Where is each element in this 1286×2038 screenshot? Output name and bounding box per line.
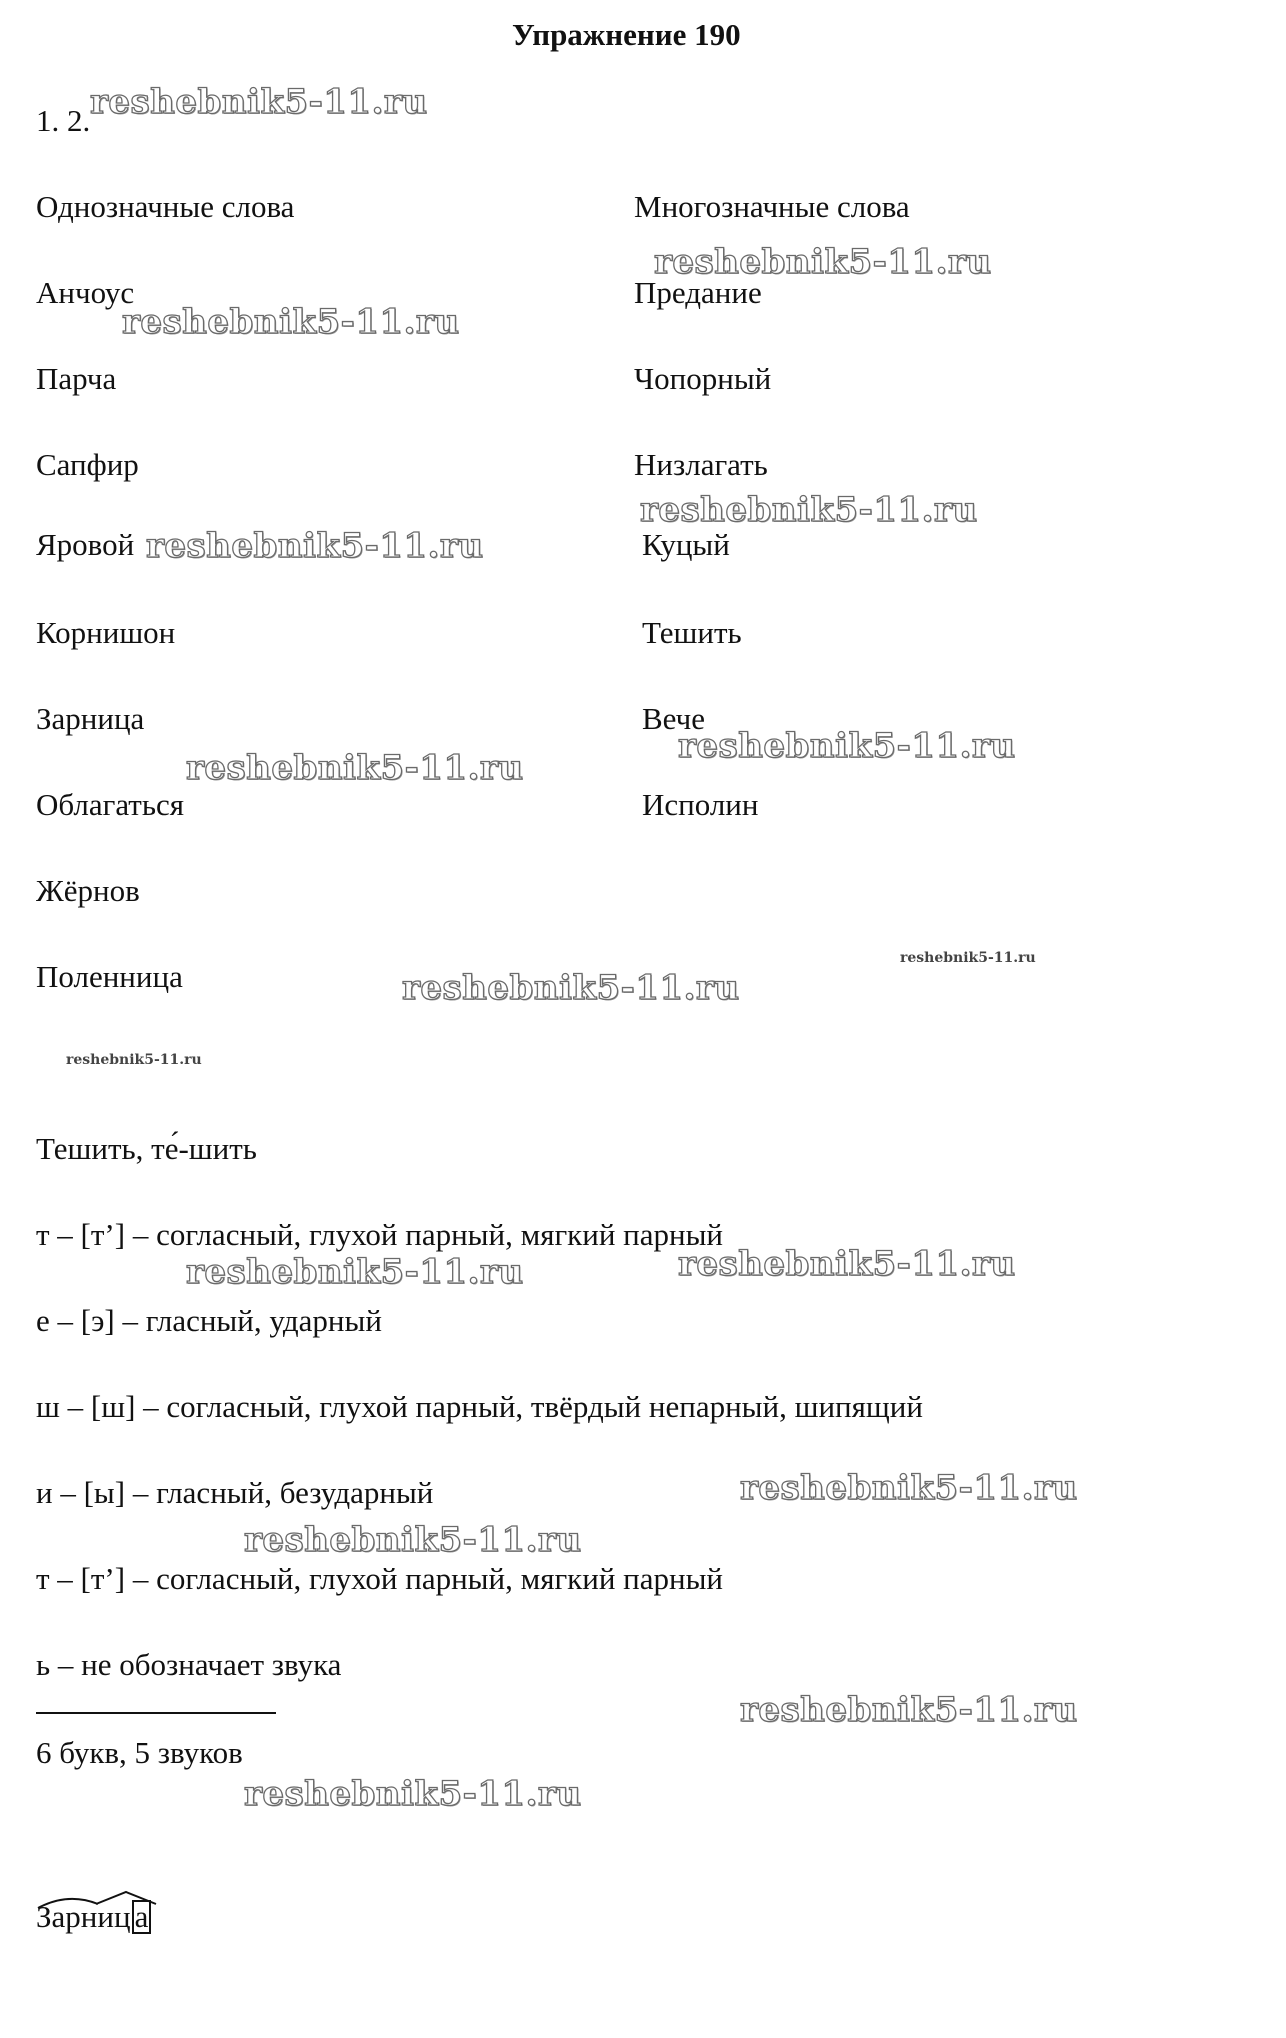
left-word-kornishon: Корнишон: [36, 615, 176, 650]
watermark-small: reshebnik5-11.ru: [66, 1052, 202, 1068]
watermark: reshebnik5-11.ru: [244, 1774, 582, 1814]
watermark: reshebnik5-11.ru: [186, 1252, 524, 1292]
phonetic-summary: 6 букв, 5 звуков: [36, 1735, 243, 1770]
left-word-oblagatsya: Облагаться: [36, 787, 184, 822]
right-word-choporny: Чопорный: [634, 361, 772, 396]
task-number: 1. 2.: [36, 103, 91, 138]
left-word-sapfir: Сапфир: [36, 447, 139, 482]
left-column-header: Однозначные слова: [36, 189, 295, 224]
watermark: reshebnik5-11.ru: [678, 1244, 1016, 1284]
morphemic-analysis: [36, 1900, 151, 1934]
right-word-kutsy: Куцый: [642, 527, 730, 562]
watermark: reshebnik5-11.ru: [244, 1520, 582, 1560]
watermark: reshebnik5-11.ru: [122, 302, 460, 342]
phonetic-line: е – [э] – гласный, ударный: [36, 1303, 382, 1338]
divider-rule: [36, 1712, 276, 1714]
watermark: reshebnik5-11.ru: [146, 526, 484, 566]
watermark: reshebnik5-11.ru: [186, 748, 524, 788]
watermark: reshebnik5-11.ru: [402, 968, 740, 1008]
phonetic-line: т – [т’] – согласный, глухой парный, мягкий парный: [36, 1561, 724, 1596]
phonetic-line: ь – не обозначает звука: [36, 1647, 342, 1682]
right-word-ispolin: Исполин: [642, 787, 759, 822]
phonetic-line: т – [т’] – согласный, глухой парный, мягкий парный: [36, 1217, 724, 1252]
phonetic-word: Тешить, те́-шить: [36, 1131, 257, 1166]
root-arc-icon: [36, 1890, 206, 1910]
right-word-predanie: Предание: [634, 275, 762, 310]
right-column-header: Многозначные слова: [634, 189, 910, 224]
watermark: reshebnik5-11.ru: [740, 1690, 1078, 1730]
watermark: reshebnik5-11.ru: [640, 490, 978, 530]
left-word-zarnitsa: Зарница: [36, 701, 145, 736]
phonetic-line: ш – [ш] – согласный, глухой парный, твёрдый непарный, шипящий: [36, 1389, 923, 1424]
left-word-yarovoy: Яровой: [36, 527, 135, 562]
exercise-title: Упражнение 190: [512, 17, 741, 52]
morphemic-stem: Зарниц: [36, 1899, 131, 1934]
left-word-parcha: Парча: [36, 361, 117, 396]
right-word-nizlagat: Низлагать: [634, 447, 768, 482]
watermark-small: reshebnik5-11.ru: [900, 950, 1036, 966]
phonetic-line: и – [ы] – гласный, безударный: [36, 1475, 434, 1510]
left-word-zhernov: Жёрнов: [36, 873, 140, 908]
watermark: reshebnik5-11.ru: [654, 242, 992, 282]
watermark: reshebnik5-11.ru: [740, 1468, 1078, 1508]
watermark: reshebnik5-11.ru: [678, 726, 1016, 766]
watermark: reshebnik5-11.ru: [90, 82, 428, 122]
right-word-teshit: Тешить: [642, 615, 742, 650]
right-word-veche: Вече: [642, 701, 706, 736]
left-word-anchous: Анчоус: [36, 275, 135, 310]
left-word-polennitsa: Поленница: [36, 959, 183, 994]
morphemic-ending: а: [132, 1900, 152, 1934]
